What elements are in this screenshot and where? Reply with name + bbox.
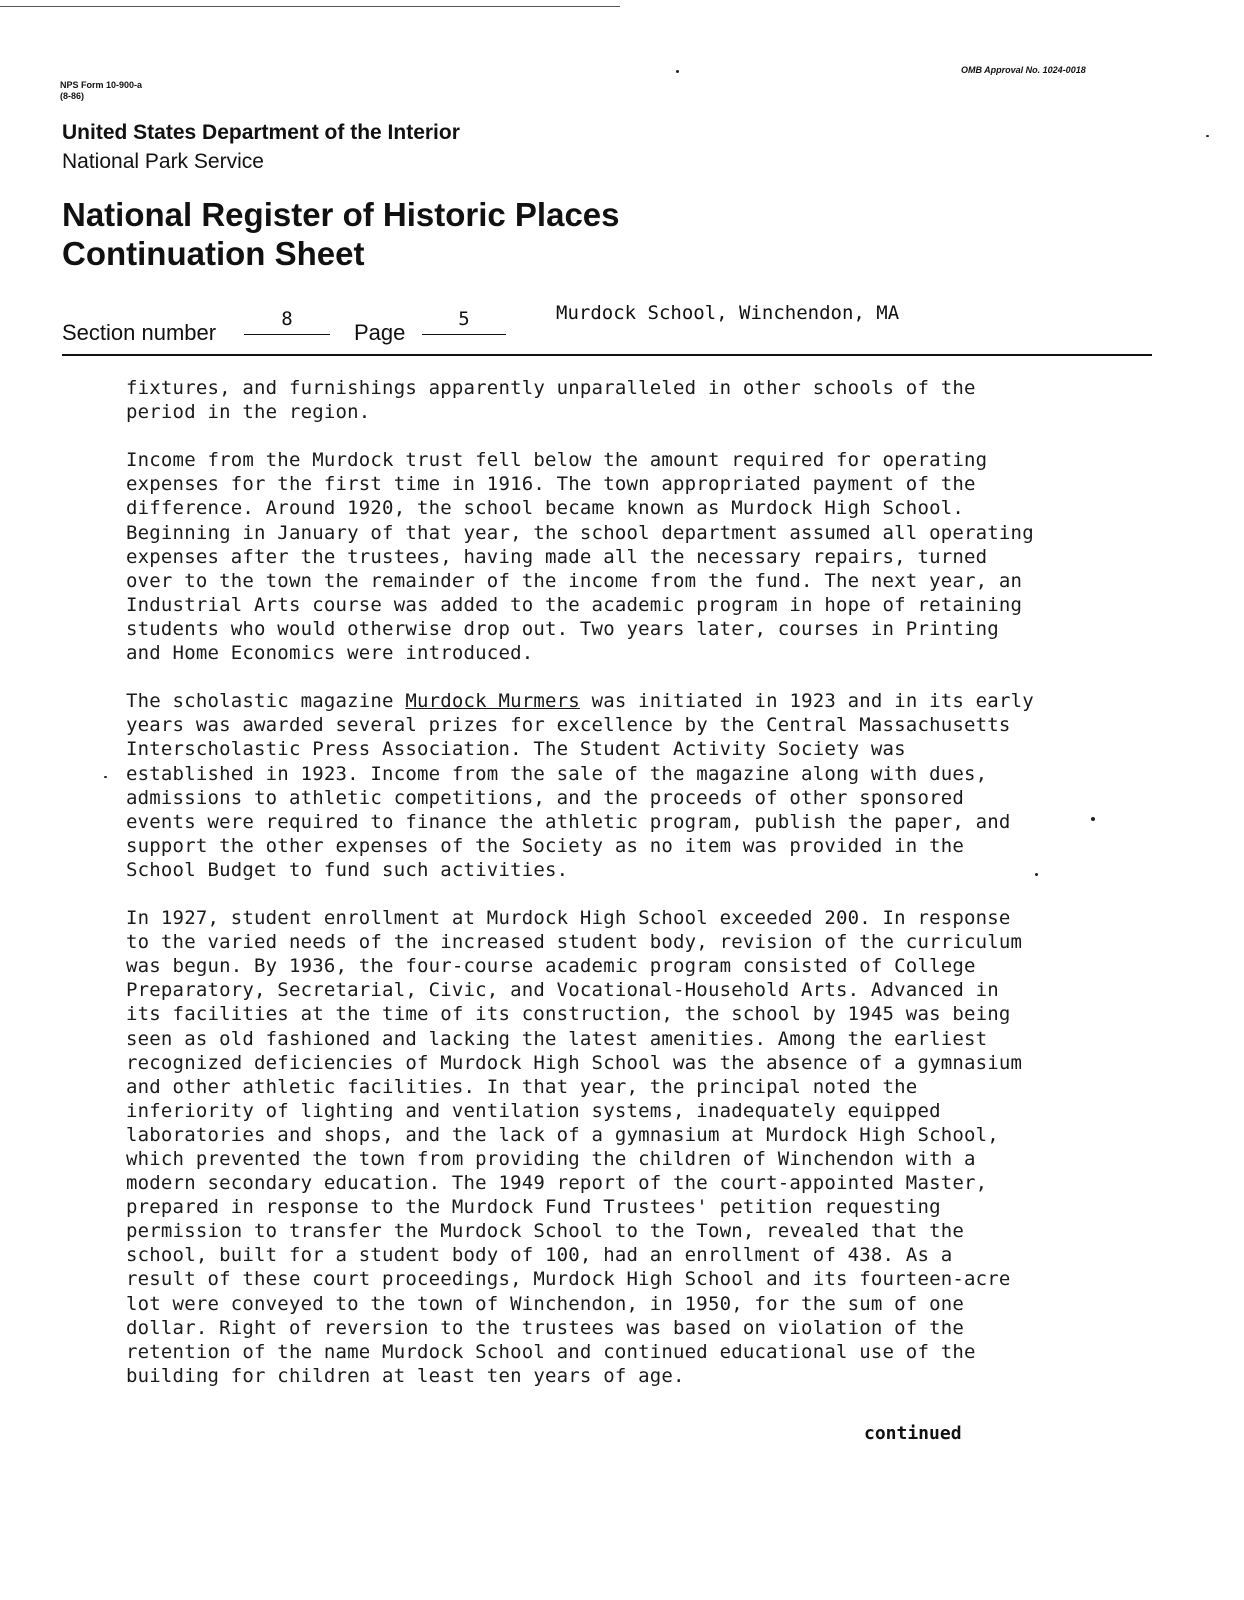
paragraph-2 [126, 448, 1126, 665]
omb-approval: OMB Approval No. 1024-0018 [961, 65, 1086, 75]
text-line: lot were conveyed to the town of Winchendon, in 1950, for the sum of one [126, 1292, 965, 1315]
text-line: recognized deficiencies of Murdock High School was the absence of a gymnasium [126, 1051, 1023, 1074]
title-line-1: National Register of Historic Places [62, 196, 620, 233]
text-line: and other athletic facilities. In that year, the principal noted the [126, 1075, 918, 1098]
text-line: Preparatory, Secretarial, Civic, and Vocational-Household Arts. Advanced in [126, 979, 999, 1002]
text-line: Income from the Murdock trust fell below the amount required for operating [126, 449, 988, 472]
scan-speck [1035, 873, 1038, 876]
text-line: expenses for the first time in 1916. The town appropriated payment of the [126, 473, 976, 496]
body-text [126, 376, 1126, 1412]
page-label: Page [354, 320, 406, 345]
text-line: laboratories and shops, and the lack of a gymnasium at Murdock High School, [126, 1123, 999, 1146]
text-span: was initiated in 1923 and in its early [579, 690, 1034, 713]
text-line: inferiority of lighting and ventilation systems, inadequately equipped [126, 1099, 941, 1122]
section-number-value: 8 [244, 310, 330, 335]
scan-speck [1091, 817, 1095, 821]
paragraph-3 [126, 689, 1126, 882]
scan-speck [104, 776, 107, 778]
text-line: retention of the name Murdock School and continued educational use of the [126, 1340, 976, 1363]
text-span: The scholastic magazine [126, 690, 406, 713]
section-number-label: Section number [62, 320, 217, 345]
text-line: over to the town the remainder of the income from the fund. The next year, an [126, 569, 1023, 592]
text-line: building for children at least ten years of age. [126, 1364, 685, 1387]
scan-speck [1206, 135, 1209, 137]
text-line: school, built for a student body of 100, had an enrollment of 438. As a [126, 1244, 953, 1267]
text-line: permission to transfer the Murdock School to the Town, revealed that the [126, 1220, 965, 1243]
page-number-value: 5 [422, 310, 506, 335]
text-line: was begun. By 1936, the four-course academic program consisted of College [126, 955, 976, 978]
form-date: (8-86) [60, 91, 85, 101]
text-line: modern secondary education. The 1949 report of the court-appointed Master, [126, 1172, 988, 1195]
text-line: support the other expenses of the Society as no item was provided in the [126, 834, 965, 857]
text-line: dollar. Right of reversion to the trustees was based on violation of the [126, 1316, 965, 1339]
continued-note: continued [864, 1423, 962, 1444]
text-line: years was awarded several prizes for excellence by the Central Massachusetts [126, 714, 1011, 737]
text-line: prepared in response to the Murdock Fund Trustees' petition requesting [126, 1196, 941, 1219]
text-line: School Budget to fund such activities. [126, 858, 569, 881]
text-line [126, 689, 1126, 713]
text-line: events were required to finance the athletic program, publish the paper, and [126, 810, 1011, 833]
text-line: to the varied needs of the increased student body, revision of the curriculum [126, 931, 1023, 954]
top-edge-rule [0, 6, 620, 7]
text-line: seen as old fashioned and lacking the latest amenities. Among the earliest [126, 1027, 988, 1050]
text-line: expenses after the trustees, having made all the necessary repairs, turned [126, 545, 988, 568]
text-line: Beginning in January of that year, the school department assumed all operating [126, 521, 1034, 544]
text-line: its facilities at the time of its construction, the school by 1945 was being [126, 1003, 1011, 1026]
property-name: Murdock School, Winchendon, MA [556, 302, 900, 324]
scan-speck [676, 70, 679, 73]
form-identifier [60, 80, 142, 102]
magazine-title: Murdock Murmers [405, 690, 580, 713]
text-line: Industrial Arts course was added to the academic program in hope of retaining [126, 593, 1023, 616]
section-header [62, 302, 1152, 346]
department-name: United States Department of the Interior [62, 121, 460, 144]
agency-name: National Park Service [62, 150, 264, 173]
document-title [62, 195, 620, 273]
text-line: which prevented the town from providing the children of Winchendon with a [126, 1148, 976, 1170]
text-line: result of these court proceedings, Murdock High School and its fourteen-acre [126, 1268, 1011, 1291]
paragraph-4 [126, 906, 1126, 1388]
paragraph-1 [126, 376, 1126, 424]
text-line: Interscholastic Press Association. The Student Activity Society was [126, 738, 906, 761]
title-line-2: Continuation Sheet [62, 235, 365, 272]
text-line: period in the region. [126, 401, 371, 424]
text-line: difference. Around 1920, the school became known as Murdock High School. [126, 497, 965, 520]
form-number: NPS Form 10-900-a [60, 80, 143, 90]
text-line: admissions to athletic competitions, and the proceeds of other sponsored [126, 786, 965, 809]
text-line: students who would otherwise drop out. Two years later, courses in Printing [126, 617, 999, 640]
text-line: established in 1923. Income from the sale of the magazine along with dues, [126, 762, 988, 785]
text-line: and Home Economics were introduced. [126, 642, 534, 665]
text-line: In 1927, student enrollment at Murdock High School exceeded 200. In response [126, 907, 1011, 930]
text-line: fixtures, and furnishings apparently unparalleled in other schools of the [126, 377, 976, 399]
header-divider [62, 354, 1152, 356]
